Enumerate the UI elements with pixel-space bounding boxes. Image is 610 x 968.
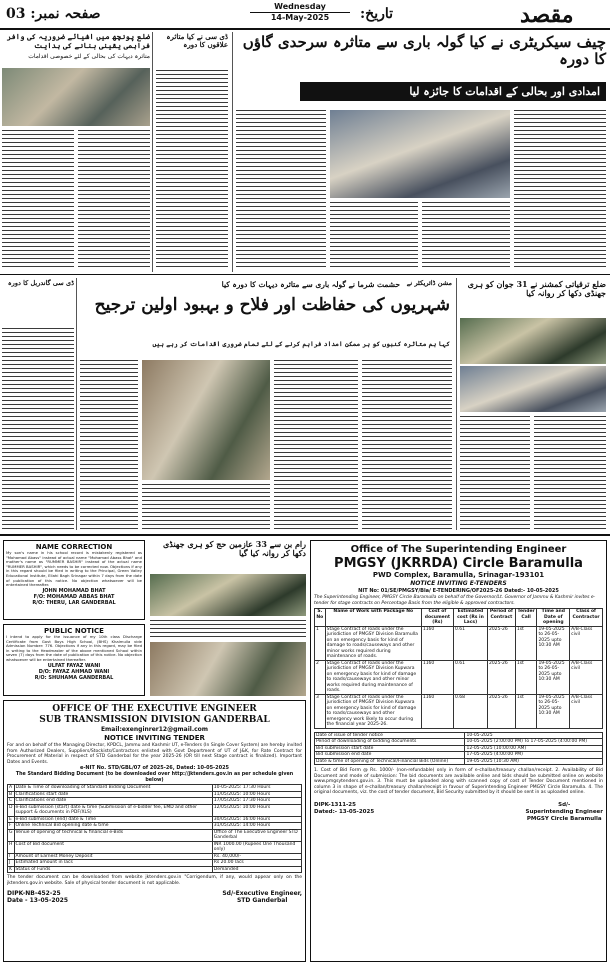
cell-open: 19-05-2025 to 26-05-2025 upto 10:30 AM	[537, 660, 570, 694]
tender-sign2: STD Ganderbal	[236, 897, 288, 904]
name-correction-body: My son's name in his school record is mistakenly registered as "Mohamad Abass" instead of actual name "Mohamad Abass Bhat" and mother's name as "RUMMER BASHIR" instead of the actual name "RUMMER BASHIR", which needs to be corrected now. Objections if any in this regard should be filed in writing to the Principal, Green Valley Educational Institute, Ellahi Bagh Srinagar within 7 days from the date of publication of this notice. No objection whatsoever will be entertained thereafter.	[6, 550, 142, 588]
table-row	[315, 694, 603, 728]
schedule-no: K	[8, 866, 15, 873]
date-event: Date of issue of tender notice	[315, 732, 465, 739]
cell-no: 1	[315, 626, 326, 660]
schedule-event: Venue of opening of technical & financial e-Bids	[14, 829, 212, 841]
lead-body-text-3	[330, 202, 418, 270]
pmgsy-date: Dated:- 13-05-2025	[314, 808, 375, 815]
mid-headline: ڈی سی نے کیا متاثرہ علاقوں کا دورہ	[166, 32, 228, 50]
schedule-event: Date & Time of downloading of Standard Bidding Document	[14, 785, 212, 792]
schedule-event: Online Technical Bid opening date & time	[14, 823, 212, 830]
cell-work: Stage Contract of roads under the jurisdiction of PMGSY Division Kupwara on emergency basis for kind of damage to roads/causeways and other emergency work likely to occur during the financial year 2025-26.	[325, 694, 421, 728]
public-notice-address: R/O: SHUHAMA GANDERBAL	[34, 674, 114, 681]
left-subhead: متاثرہ دیہات کی بحالی کے لئے خصوصی اقدامات	[28, 53, 150, 60]
photo-story-photo-2	[150, 642, 306, 696]
mid-body-text	[156, 70, 228, 270]
schedule-no: I	[8, 853, 15, 860]
schedule-event: Status of Funds	[14, 866, 212, 873]
column-header: Tender Call	[515, 609, 537, 627]
cell-est: 0.61	[453, 660, 487, 694]
pmgsy-sign1: Sd/-	[558, 801, 571, 808]
newspaper-brand: مقصد	[520, 2, 574, 28]
date-event: Bid submission start date	[315, 745, 465, 752]
public-notice	[3, 624, 145, 696]
column-header: S. No	[315, 609, 326, 627]
pmgsy-dipk: DIPK-1311-25	[314, 801, 356, 808]
schedule-no: C	[9, 798, 13, 803]
right-body-text	[460, 416, 530, 530]
date-value: 10-05-2025	[465, 732, 603, 739]
pmgsy-sign3: PMGSY Circle Baramulla	[526, 815, 602, 822]
name-correction-name: JOHN MOHAMAD BHAT	[42, 587, 106, 594]
date-label: تاریخ:	[360, 6, 394, 22]
public-notice-father: D/O: FAYAZ AHMAD WANI	[38, 668, 110, 675]
table-row	[8, 829, 302, 841]
right-mid-kicker: مشن ڈائریکٹر نے	[406, 279, 452, 287]
tender-dipk: DIPK-NB-452-25	[7, 890, 61, 897]
cell-no: 3	[315, 694, 326, 728]
horizontal-rule	[0, 274, 610, 275]
public-notice-body: I intend to apply for the issuance of my 10th class Discharge Certificate from Govt Boys High School, (BHS) Khalmulla vide Admission Number: 776. Objections if any in this regard, may be filed in writing to the Headmaster of the above mentioned School within seven (7) days from the date of publication of this notice. No objection whatsoever will be entertained thereafter.	[6, 634, 142, 662]
pmgsy-sign2: Superintending Engineer	[525, 808, 603, 815]
photo-story-headline: رام بن سے 33 عازمین حج کو ہری جھنڈی دکھا کر روانہ کیا گیا	[163, 539, 306, 559]
public-notice-name: ULFAT FAYAZ WANI	[47, 662, 101, 669]
cell-est: 0.61	[453, 626, 487, 660]
tender-division: SUB TRANSMISSION DIVISION GANDERBAL	[39, 715, 270, 725]
cell-period: 2025-26	[487, 626, 515, 660]
second-body-text-4	[142, 484, 270, 530]
issue-date: 14-May-2025	[270, 13, 330, 22]
cell-open: 19-05-2025 to 26-05-2025 upto 10:30 AM	[537, 694, 570, 728]
lead-body-text-2	[514, 110, 606, 270]
cell-call: 1st	[515, 694, 537, 728]
schedule-no: J	[8, 860, 15, 867]
tender-notice-std-ganderbal	[3, 700, 306, 962]
tender-notice-pmgsy	[310, 540, 607, 962]
pmgsy-works-table	[314, 608, 603, 729]
cell-cls: A/B-Class civil	[570, 660, 603, 694]
pmgsy-office: Office of The Superintending Engineer	[350, 544, 567, 555]
schedule-no: E	[8, 816, 15, 823]
pmgsy-conditions: 1. Cost of Bid Form @ Rs. 1000/- (non-refundable) only in form of e-challan/treasury challan/receipt. 2. Availability of Bid Document and mode of submission: The bid documents are available online and bids should be submitted online on website www.pmgsytenders.gov.in. 3. This must be uploaded along with scanned copy of cost of Tender Document mentioned in column 3 in shape of e-challan/treasury challan/receipt in favour of Superintending Engineer PMGSY Circle Baramulla. 4. The original documents, viz. the cost of tender document, Bid Security submitted by it should be sent in as uploaded online.	[314, 768, 603, 796]
column-header: Cost of document (Rs)	[421, 609, 453, 627]
schedule-date: 10-05-2025: 17:30 Hours	[212, 785, 301, 792]
photo-story-text	[150, 620, 306, 638]
tender-schedule-table	[7, 784, 302, 873]
second-body-text	[80, 360, 138, 530]
left-photo	[2, 68, 150, 126]
cell-est: 0.68	[453, 694, 487, 728]
pmgsy-intro: The Superintending Engineer, PMGSY Circle Baramulla on behalf of the Governor/Lt. Governor of Jammu & Kashmir invites e-tender for stage contracts on Percentage Basis from the eligible & approved contractors.	[314, 595, 596, 606]
right-photo	[460, 318, 606, 364]
name-correction-address: R/O: THERU, LAR GANDERBAL	[32, 599, 116, 606]
lead-subhead: امدادی اور بحالی کے اقدامات کا جائزہ لیا	[300, 82, 606, 101]
dateline	[250, 2, 350, 23]
pmgsy-dates-table	[314, 732, 603, 766]
name-correction-father: F/O: MOHAMAD ABBAS BHAT	[33, 593, 115, 600]
cell-cls: A/B-Class civil	[570, 694, 603, 728]
lead-body-text	[236, 110, 326, 270]
left-headline: ضلع پونچھ میں اشیائے ضروریہ کی وافر فراہمی یقینی بنانے کی ہدایت	[6, 32, 150, 50]
right-photo-2	[460, 366, 606, 412]
cell-no: 2	[315, 660, 326, 694]
schedule-no: D	[8, 804, 15, 816]
column-header: Time and Date of opening	[537, 609, 570, 627]
lead-photo	[330, 110, 510, 198]
second-body-text-2	[274, 360, 358, 530]
schedule-date: Rs. 40,000/-	[212, 853, 301, 860]
schedule-no: B	[9, 791, 13, 797]
page-number-label: صفحہ نمبر: 03	[6, 6, 101, 22]
second-kicker: حشمت شرما نے گولہ باری سے متاثرہ دیہات کا دورہ کیا	[221, 280, 400, 289]
pmgsy-title: NOTICE INVITING E-TENDERS	[410, 580, 507, 587]
pmgsy-footer	[314, 802, 603, 823]
date-value: 19-05-2025 (10:30 AM)	[465, 758, 603, 765]
cell-work: Stage Contract of roads under the jurisdiction of PMGSY Division Kupwara on emergency basis for kind of damage to roads/causeways and other minor works required during maintenance of roads.	[325, 660, 421, 694]
schedule-event: Clarifications end date	[14, 798, 212, 805]
tender-ref-value: STD/GBL/07 of 2025-26, Dated: 10-05-2025	[107, 765, 230, 771]
schedule-event: Estimated amount in lacs	[14, 860, 212, 867]
schedule-date: 12/05/2025: 10:00 Hours	[212, 804, 301, 816]
weekday: Wednesday	[250, 2, 350, 13]
date-event: Bid submission end date	[315, 752, 465, 759]
tender-ref	[7, 765, 302, 772]
right-headline: ضلع ترقیاتی کمشنر نے 31 جوان کو ہری جھنڈی دکھا کر روانہ کیا	[467, 279, 606, 299]
schedule-event: Clarifications start date	[14, 791, 212, 798]
name-correction-title: NAME CORRECTION	[35, 543, 113, 551]
cell-work: Stage Contract of roads under the jurisdiction of PMGSY Division Baramulla on an emergency basis for kind of damage to roads/causeways and other minor works required during maintenance of roads.	[325, 626, 421, 660]
tender-intro: For and on behalf of the Managing Director, KPDCL, Jammu and Kashmir UT, e-Tenders (In Single Cover System) are hereby invited from Authorized Dealers, Suppliers/Stockists/Contractors enlisted with Govt Department of UT of J&K, for Rate Contract for Procurement of Material in respect of STD Ganderbal for the year 2025-26 (OR till next Stage contract is finalized). Important Dates and Events.	[7, 743, 302, 765]
tender-ref-label: e-NIT No.	[79, 765, 107, 771]
schedule-event: e-Bid submission (end) date & Time	[14, 816, 212, 823]
schedule-date: Office of The Executive Engineer STD Ganderbal	[212, 829, 301, 841]
tender-sign1: Sd/-Executive Engineer,	[222, 890, 302, 897]
tender-note: The tender document can be downloaded from website jktenders.gov.in "Corrigendum, if any, would appear only on the jktenders.gov.in website. Sale of physical tender document is not applicable.	[7, 875, 302, 886]
schedule-date: Rs 20.00 lacs	[212, 860, 301, 867]
pmgsy-org: PMGSY (JKRRDA) Circle Baramulla	[334, 556, 583, 571]
schedule-no: A	[9, 785, 13, 790]
column-rule	[232, 32, 233, 272]
column-header: Estimated cost (Rs in Lacs)	[453, 609, 487, 627]
table-row	[315, 626, 603, 660]
date-event: Date & time of opening of Technical/Financial Bids (Online)	[315, 758, 465, 765]
cell-call: 1st	[515, 660, 537, 694]
lead-headline: چیف سیکریٹری نے کیا گولہ باری سے متاثرہ سرحدی گاؤں کا دورہ	[242, 33, 606, 69]
date-value: 10-05-2025 (2:00:00 PM) To 17-05-2025 (4:00:00 PM)	[465, 739, 603, 746]
second-subhead: کہا ہم متاثرہ کنبوں کو ہر ممکن امداد فراہم کرنے کے لئے تمام ضروری اقدامات کر رہے ہیں	[152, 340, 450, 348]
cell-call: 1st	[515, 626, 537, 660]
column-header: Period of Contract	[487, 609, 515, 627]
horizontal-rule	[0, 534, 610, 536]
lead-body-text-4	[422, 202, 510, 270]
schedule-no: H	[8, 841, 15, 853]
left-body-text-2	[78, 130, 150, 270]
schedule-date: 17/05/2025: 17:30 Hours	[212, 798, 301, 805]
cell-open: 19-05-2025 to 26-05-2025 upto 10:30 AM	[537, 626, 570, 660]
cell-period: 2025-26	[487, 660, 515, 694]
schedule-date: 11/05/2025: 10:00 Hours	[212, 791, 301, 798]
photo-story-photo	[150, 574, 306, 616]
tender-sub: The Standard Bidding Document (to be downloaded over http://jktenders.gov.in as per schedule given below)	[15, 772, 294, 783]
column-header: Name of Work with Package No	[325, 609, 421, 627]
column-rule	[76, 278, 77, 530]
schedule-date: Demanded	[212, 866, 301, 873]
table-row	[315, 660, 603, 694]
schedule-event: Amount of Earnest Money Deposit	[14, 853, 212, 860]
cell-period: 2025-26	[487, 694, 515, 728]
name-correction-notice	[3, 540, 145, 620]
cell-doc: 1160	[421, 626, 453, 660]
second-headline: شہریوں کی حفاظت اور فلاح و بہبود اولین ترجیح	[94, 295, 450, 315]
table-row	[315, 758, 603, 765]
pmgsy-nit: NIT No: 01/SE/PMGSY/Bla/ E-TENDERING/OF2025-26 Dated:- 10-05-2025	[358, 588, 559, 594]
date-value: 12-05-2025 (10:00:00 AM)	[465, 745, 603, 752]
left-story-headline: ڈی سی گاندربل کا دورہ	[2, 280, 74, 328]
tender-email: Email:exenginrer12@gmail.com	[100, 726, 209, 733]
left-body-text	[2, 130, 74, 270]
cell-doc: 1160	[421, 694, 453, 728]
tender-date: Date - 13-05-2025	[7, 897, 69, 904]
schedule-date: 30/05/2025: 16:00 Hours	[212, 816, 301, 823]
tender-office: OFFICE OF THE EXECUTIVE ENGINEER	[52, 704, 257, 714]
public-notice-title: PUBLIC NOTICE	[44, 627, 104, 635]
column-rule	[152, 32, 153, 272]
schedule-no: G	[8, 829, 15, 841]
table-row	[8, 804, 302, 816]
right-body-text-2	[534, 416, 606, 530]
schedule-event: e-Bid submission (start) date & time (Submission of e-bidder fee, EMD and other support & documents in PDF/XLS)	[14, 804, 212, 816]
table-header-row	[315, 609, 603, 627]
tender-footer	[7, 890, 302, 904]
cell-doc: 1160	[421, 660, 453, 694]
table-row	[8, 866, 302, 873]
second-photo	[142, 360, 270, 480]
date-value: 17-05-2025 (4:00:00 PM)	[465, 752, 603, 759]
schedule-event: Cost of Bid document	[14, 841, 212, 853]
schedule-date: 31/05/2025: 14:00 Hours	[212, 823, 301, 830]
column-header: Class of Contractor	[570, 609, 603, 627]
second-body-text-3	[362, 360, 452, 530]
tender-title: NOTICE INVITING TENDER	[104, 734, 205, 742]
cell-cls: A/B-Class civil	[570, 626, 603, 660]
schedule-no: F	[8, 823, 15, 830]
column-rule	[456, 278, 457, 530]
pmgsy-address: PWD Complex, Baramulla, Srinagar-193101	[372, 571, 545, 579]
date-event: Period of downloading of bidding documents	[315, 739, 465, 746]
schedule-date: INR 1000.00 (Rupees One Thousand only)	[212, 841, 301, 853]
table-row	[8, 841, 302, 853]
